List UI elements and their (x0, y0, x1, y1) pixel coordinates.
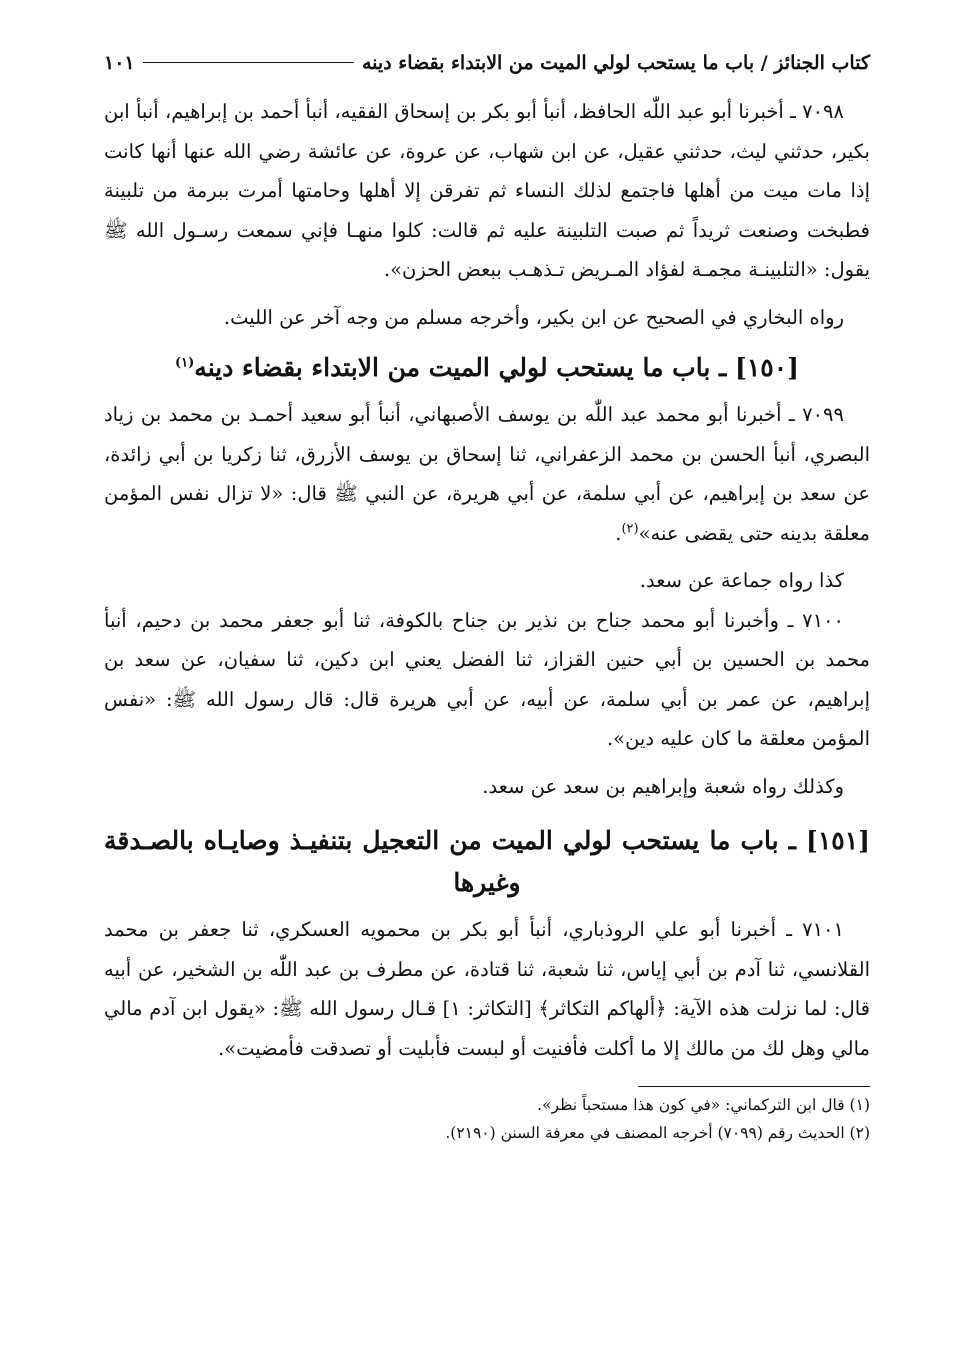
page-number: ١٠١ (104, 52, 135, 74)
page (104, 52, 870, 1147)
footnote-ref-1: (١) (175, 355, 195, 371)
hadith-7100-note: وكذلك رواه شعبة وإبراهيم بن سعد عن سعد. (482, 774, 844, 798)
running-header-title: كتاب الجنائز / باب ما يستحب لولي الميت من الابتداء بقضاء دينه (361, 52, 870, 74)
section-heading-150 (104, 347, 870, 389)
hadith-7100: ٧١٠٠ ـ وأخبرنا أبو محمد جناح بن نذير بن جناح بالكوفة، ثنا أبو جعفر محمد بن دحيم، أنبأ محمد بن الحسين بن أبي حنين القزاز، ثنا الفضل يعني ابن دكين، ثنا سفيان، عن سعد بن إبراهيم، عن عمر بن أبي سلمة، عن أبيه، عن أبي هريرة قال: قال رسول الله ﷺ: «نفس المؤمن معلقة ما كان عليه دين». (104, 608, 870, 750)
hadith-7101: ٧١٠١ ـ أخبرنا أبو علي الروذباري، أنبأ أبو بكر بن محمويه العسكري، ثنا جعفر بن محمد القلانسي، ثنا آدم بن أبي إياس، ثنا شعبة، ثنا قتادة، عن مطرف بن عبد اللّٰه بن الشخير، عن أبيه قال: لما نزلت هذه الآية: ﴿ألهاكم التكاثر﴾ [التكاثر: ١] قـال رسول الله ﷺ: «يقول ابن آدم مالي مالي وهل لك من مالك إلا ما أكلت فأفنيت أو لبست فأبليت أو تصدقت فأمضيت». (104, 918, 871, 1060)
footnote-divider (638, 1086, 870, 1087)
hadith-7099-note: كذا رواه جماعة عن سعد. (639, 569, 844, 592)
footnote-2: (٢) الحديث رقم (٧٠٩٩) أخرجه المصنف في معرفة السنن (٢١٩٠). (445, 1124, 870, 1142)
hadith-7099-end: . (615, 521, 622, 545)
header-rule (143, 62, 354, 63)
section-heading-150-text: [١٥٠] ـ باب ما يستحب لولي الميت من الابتداء بقضاء دينه (194, 353, 799, 382)
hadith-7099 (104, 395, 870, 553)
running-header (104, 52, 870, 92)
footnote-1: (١) قال ابن التركماني: «في كون هذا مستحباً نظر». (537, 1096, 870, 1114)
footnote-ref-2: (٢) (621, 521, 639, 536)
hadith-7098-note: رواه البخاري في الصحيح عن ابن بكير، وأخرجه مسلم من وجه آخر عن الليث. (223, 305, 844, 329)
section-heading-151: [١٥١] ـ باب ما يستحب لولي الميت من التعجيل بتنفيـذ وصايـاه بالصـدقة وغيرها (104, 826, 870, 897)
hadith-7098: ٧٠٩٨ ـ أخبرنا أبو عبد اللّٰه الحافظ، أنبأ أبو بكر بن إسحاق الفقيه، أنبأ أحمد بن إبراهيم، أنبأ ابن بكير، حدثني ليث، حدثني عقيل، عن ابن شهاب، عن عروة، عن عائشة رضي الله عنها أنها كانت إذا مات ميت من أهلها فاجتمع لذلك النساء ثم تفرقن إلا أهلها وحامتها أمرت ببرمة من تلبينة فطبخت وصنعت ثريداً ثم صبت التلبينة عليه ثم قالت: كلوا منهـا فإني سمعت رسـول الله ﷺ يقول: «التلبينـة مجمـة لفؤاد المـريض تـذهـب ببعض الحزن». (104, 100, 870, 281)
hadith-7099-text: ٧٠٩٩ ـ أخبرنا أبو محمد عبد اللّٰه بن يوسف الأصبهاني، أنبأ أبو سعيد أحمـد بن محمد بن زياد البصري، أنبأ الحسن بن محمد الزعفراني، ثنا إسحاق بن يوسف الأزرق، ثنا زكريا بن أبي زائدة، عن سعد بن إبراهيم، عن أبي سلمة، عن أبي هريرة، عن النبي ﷺ قال: «لا تزال نفس المؤمن معلقة بدينه حتى يقضى عنه» (104, 403, 870, 545)
